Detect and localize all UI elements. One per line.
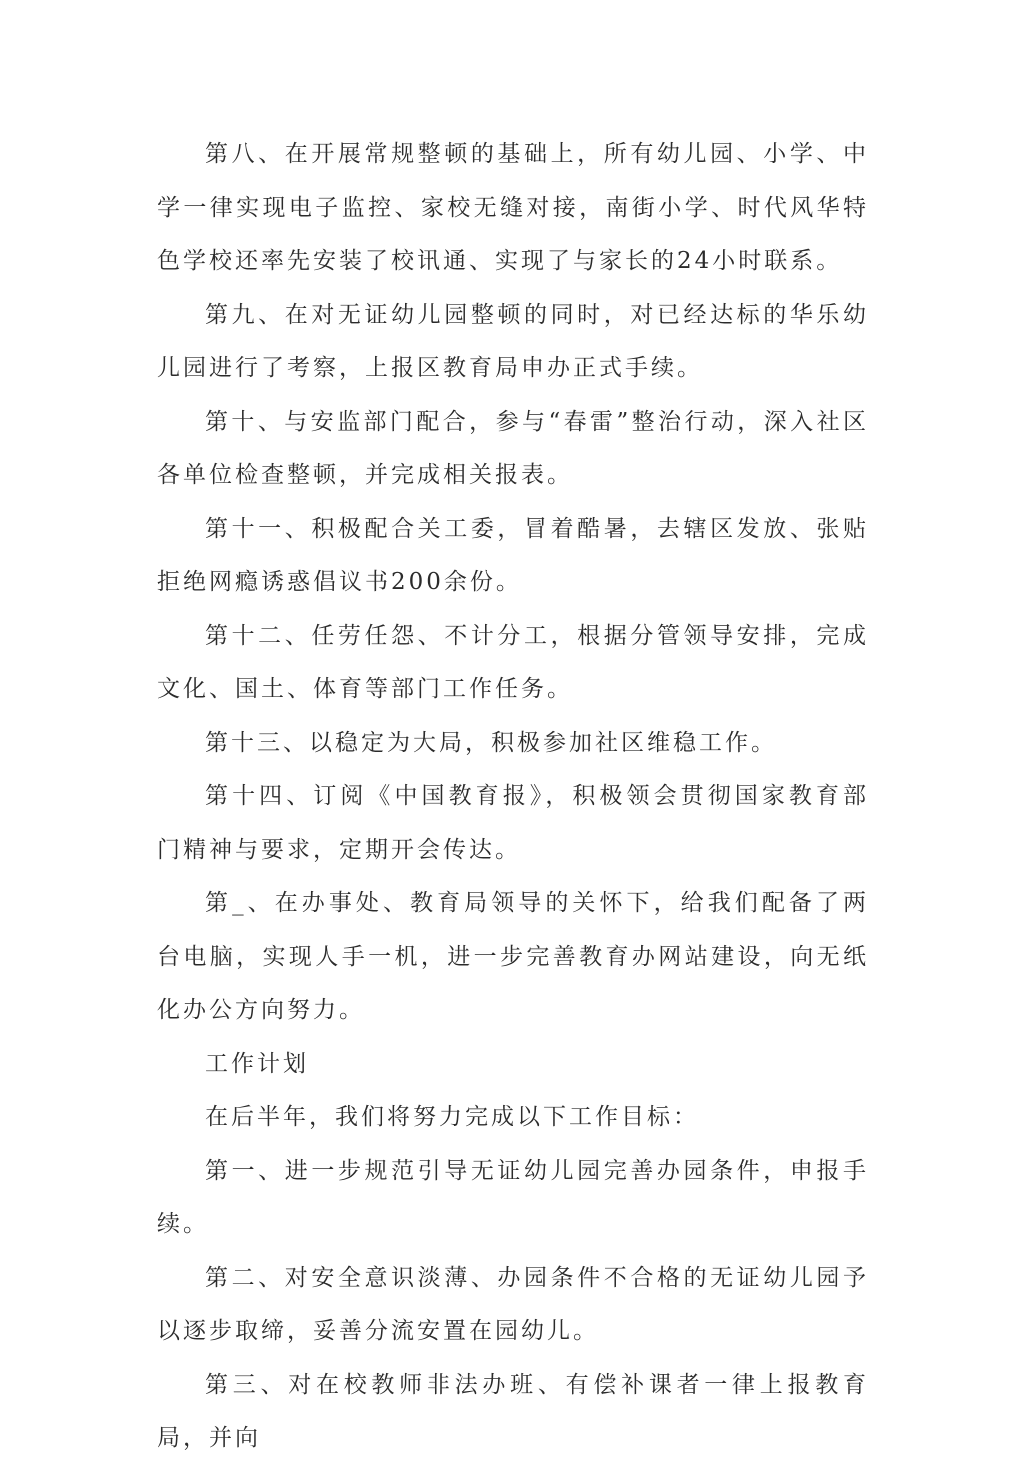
paragraph-item-8: 第八、在开展常规整顿的基础上，所有幼儿园、小学、中学一律实现电子监控、家校无缝对接，南街小学、时代风华特色学校还率先安装了校讯通、实现了与家长的24小时联系。 — [157, 141, 869, 274]
paragraph-item-10: 第十、与安监部门配合，参与“春雷”整治行动，深入社区各单位检查整顿，并完成相关报表。 — [157, 408, 869, 488]
paragraph-item-12: 第十二、任劳任怨、不计分工，根据分管领导安排，完成文化、国土、体育等部门工作任务。 — [157, 622, 869, 702]
paragraph-item-11: 第十一、积极配合关工委，冒着酷暑，去辖区发放、张贴拒绝网瘾诱惑倡议书200余份。 — [157, 515, 869, 595]
paragraph-item-15: 第_、在办事处、教育局领导的关怀下，给我们配备了两台电脑，实现人手一机，进一步完善教育办网站建设，向无纸化办公方向努力。 — [157, 890, 869, 1023]
plan-item-1: 第一、进一步规范引导无证幼儿园完善办园条件，申报手续。 — [157, 1157, 869, 1237]
work-plan-intro: 在后半年，我们将努力完成以下工作目标： — [205, 1104, 699, 1130]
plan-item-3: 第三、对在校教师非法办班、有偿补课者一律上报教育局，并向 — [157, 1371, 869, 1451]
plan-item-2: 第二、对安全意识淡薄、办园条件不合格的无证幼儿园予以逐步取缔，妥善分流安置在园幼儿。 — [157, 1264, 869, 1344]
paragraph-item-9: 第九、在对无证幼儿园整顿的同时，对已经达标的华乐幼儿园进行了考察，上报区教育局申办正式手续。 — [157, 301, 869, 381]
paragraph-item-13: 第十三、以稳定为大局，积极参加社区维稳工作。 — [205, 729, 777, 756]
paragraph-item-14: 第十四、订阅《中国教育报》，积极领会贯彻国家教育部门精神与要求，定期开会传达。 — [157, 783, 869, 863]
document-body — [157, 128, 869, 1466]
section-heading-work-plan: 工作计划 — [205, 1050, 309, 1077]
